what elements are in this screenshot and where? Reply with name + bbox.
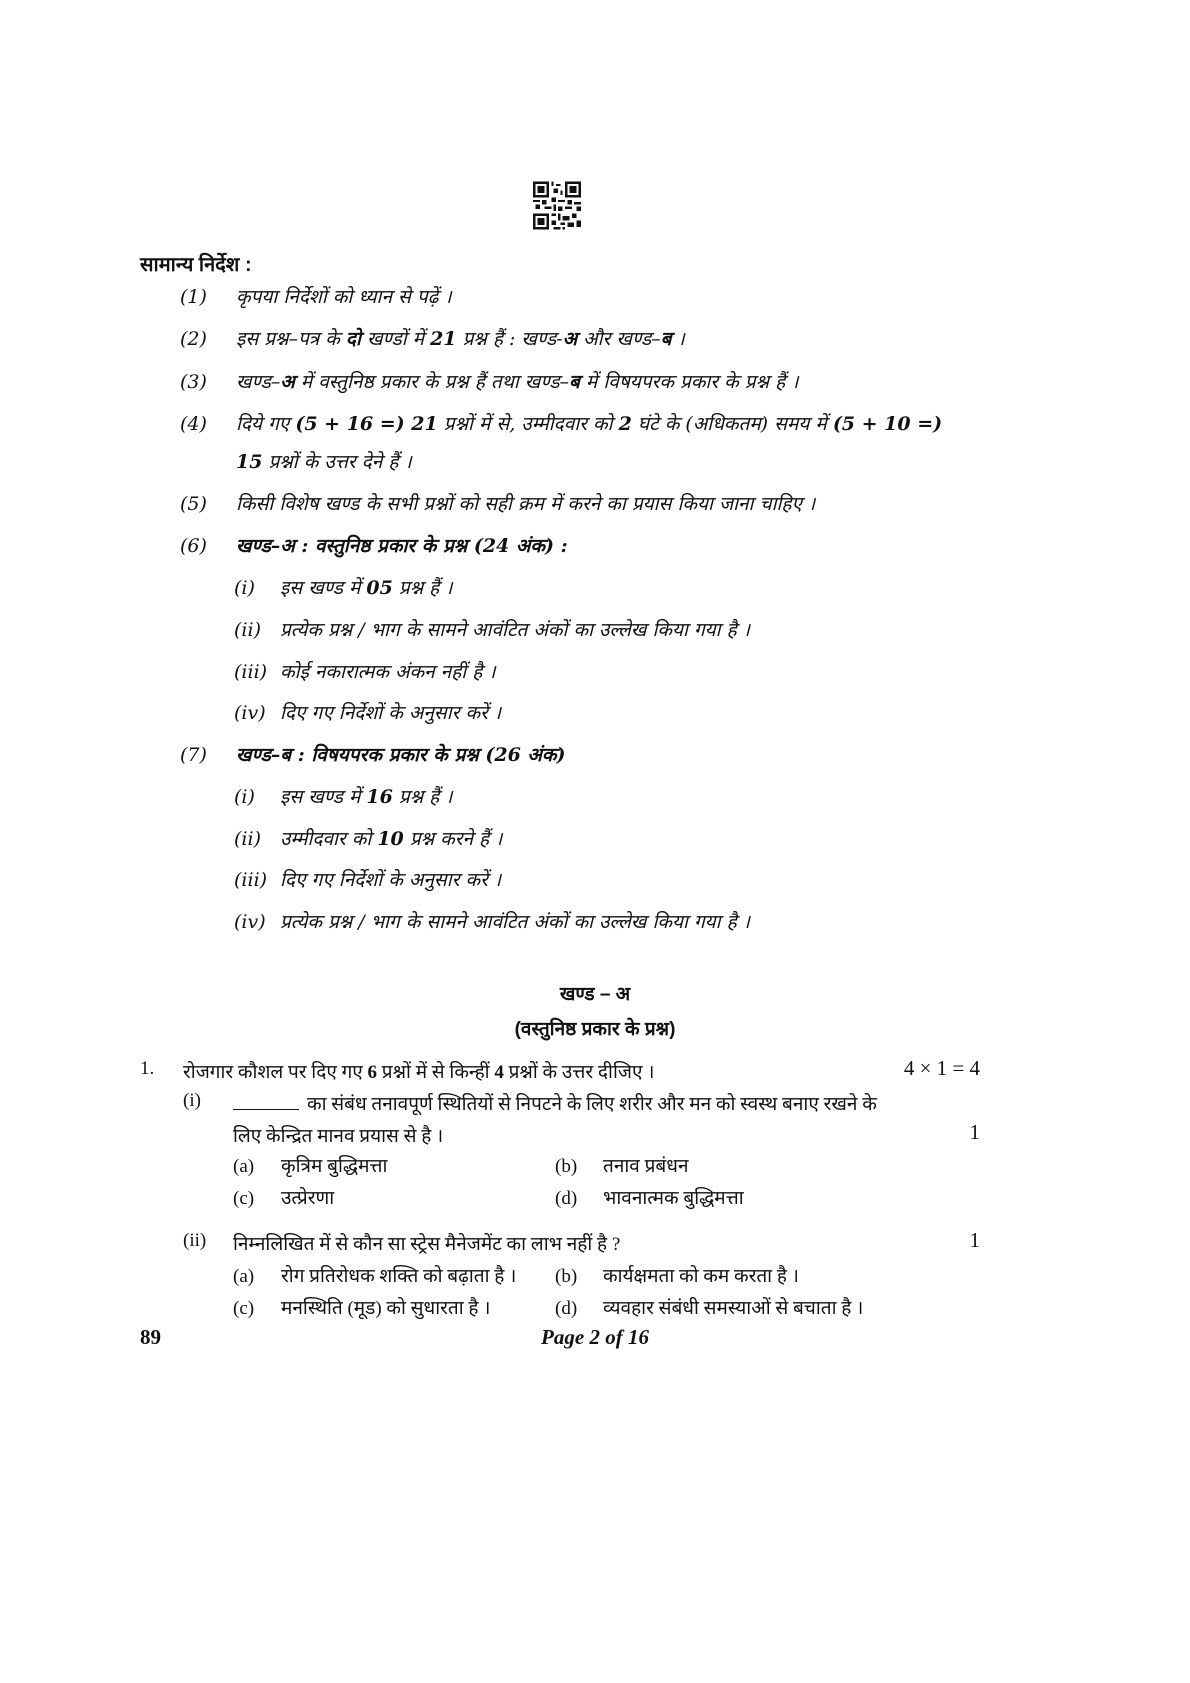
sub-text: उम्मीदवार को 10 प्रश्न करने हैं ।: [280, 828, 503, 850]
q1-ii-option-d[interactable]: [555, 1294, 863, 1320]
q1-text-part: रोजगार कौशल पर दिए गए: [183, 1062, 368, 1083]
sub-number: (iii): [234, 869, 268, 891]
q1-i-option-a[interactable]: [233, 1152, 387, 1178]
q1-i-text-line1: [233, 1090, 877, 1116]
sub-text: कोई नकारात्मक अंकन नहीं है ।: [280, 661, 496, 683]
section-a-title: खण्ड – अ: [559, 984, 631, 1005]
q1-count-6: 6: [367, 1062, 378, 1083]
q1-text-part: प्रश्नों में से किन्हीं: [377, 1062, 495, 1083]
question-1-text: [183, 1058, 654, 1084]
instruction-text: खण्ड–अ में वस्तुनिष्ठ प्रकार के प्रश्न हैं तथा खण्ड–ब में विषयपरक प्रकार के प्रश्न हैं ।: [236, 371, 799, 393]
option-label: (c): [233, 1188, 255, 1209]
option-text: भावनात्मक बुद्धिमत्ता: [603, 1188, 744, 1209]
q1-ii-marks: 1: [969, 1228, 980, 1252]
instruction-5: [180, 490, 815, 516]
option-label: (b): [555, 1156, 578, 1177]
option-label: (d): [555, 1188, 578, 1209]
q1-i-number: (i): [183, 1090, 201, 1111]
sub-number: (iii): [234, 661, 268, 683]
instruction-6-i: [234, 574, 453, 600]
instruction-6-iii: [234, 658, 496, 684]
option-label: (a): [233, 1266, 255, 1287]
q1-ii-number: (ii): [183, 1230, 207, 1251]
instruction-text: कृपया निर्देशों को ध्यान से पढ़ें ।: [236, 286, 452, 308]
instruction-4: [180, 410, 942, 436]
option-text: तनाव प्रबंधन: [603, 1156, 689, 1177]
question-1-marks: 4 × 1 = 4: [903, 1056, 980, 1080]
general-instructions-heading: सामान्य निर्देश :: [140, 254, 252, 276]
sub-number: (i): [234, 786, 255, 808]
option-text: कृत्रिम बुद्धिमत्ता: [281, 1156, 388, 1177]
sub-text: दिए गए निर्देशों के अनुसार करें ।: [280, 869, 502, 891]
option-label: (d): [555, 1298, 578, 1319]
option-label: (b): [555, 1266, 578, 1287]
instruction-7-iii: [234, 866, 501, 892]
instruction-number: (7): [180, 744, 207, 766]
page-number: Page 2 of 16: [541, 1325, 649, 1349]
instruction-number: (4): [180, 413, 207, 435]
option-label: (a): [233, 1156, 255, 1177]
question-1-number: 1.: [140, 1058, 155, 1079]
sub-text: दिए गए निर्देशों के अनुसार करें ।: [280, 702, 502, 724]
q1-ii-text: निम्नलिखित में से कौन सा स्ट्रेस मैनेजमेंट का लाभ नहीं है ?: [233, 1234, 621, 1255]
option-text: व्यवहार संबंधी समस्याओं से बचाता है ।: [603, 1298, 864, 1319]
q1-i-option-b[interactable]: [555, 1152, 689, 1178]
instruction-7-section-b: [180, 741, 566, 767]
option-text: कार्यक्षमता को कम करता है ।: [603, 1266, 799, 1287]
option-text: मनस्थिति (मूड) को सुधारता है ।: [281, 1298, 491, 1319]
q1-i-option-d[interactable]: [555, 1184, 744, 1210]
instruction-6-iv: [234, 699, 501, 725]
q1-i-marks: 1: [969, 1120, 980, 1144]
option-label: (c): [233, 1298, 255, 1319]
q1-ii-option-a[interactable]: [233, 1262, 516, 1288]
sub-number: (iv): [234, 702, 266, 724]
sub-number: (ii): [234, 619, 261, 641]
q1-text-part: प्रश्नों के उत्तर दीजिए ।: [503, 1062, 655, 1083]
instruction-text: दिये गए (5 + 16 =) 21 प्रश्नों में से, उम्मीदवार को 2 घंटे के (अधिकतम) समय में (5 + 10 =): [236, 413, 943, 435]
sub-number: (ii): [234, 828, 261, 850]
instruction-4-continued: 15 प्रश्नों के उत्तर देने हैं ।: [236, 451, 412, 473]
section-a-subtitle: (वस्तुनिष्ठ प्रकार के प्रश्न): [514, 1019, 676, 1040]
sub-number: (i): [234, 577, 255, 599]
instruction-6-section-a: [180, 532, 568, 558]
sub-text: इस खण्ड में 05 प्रश्न हैं ।: [280, 577, 453, 599]
q1-ii-option-c[interactable]: [233, 1294, 490, 1320]
qr-code-icon: [533, 181, 581, 230]
instruction-text: खण्ड–अ : वस्तुनिष्ठ प्रकार के प्रश्न (24 अंक) :: [236, 535, 568, 557]
option-text: रोग प्रतिरोधक शक्ति को बढ़ाता है ।: [281, 1266, 517, 1287]
sub-number: (iv): [234, 911, 266, 933]
instruction-6-ii: [234, 616, 750, 642]
q1-i-text-line2: लिए केन्द्रित मानव प्रयास से है ।: [233, 1126, 444, 1147]
paper-code: 89: [140, 1325, 161, 1349]
q1-ii-option-b[interactable]: [555, 1262, 799, 1288]
instruction-7-i: [234, 783, 453, 809]
instruction-text: खण्ड–ब : विषयपरक प्रकार के प्रश्न (26 अंक): [236, 744, 566, 766]
instruction-number: (3): [180, 371, 207, 393]
instruction-1: [180, 283, 452, 309]
instruction-number: (2): [180, 328, 207, 350]
instruction-text: किसी विशेष खण्ड के सभी प्रश्नों को सही क्रम में करने का प्रयास किया जाना चाहिए ।: [236, 493, 816, 515]
sub-text: प्रत्येक प्रश्न / भाग के सामने आवंटित अंकों का उल्लेख किया गया है ।: [280, 911, 750, 933]
sub-text: प्रत्येक प्रश्न / भाग के सामने आवंटित अंकों का उल्लेख किया गया है ।: [280, 619, 750, 641]
q1-i-option-c[interactable]: [233, 1184, 334, 1210]
instruction-number: (5): [180, 493, 207, 515]
instruction-text: इस प्रश्न–पत्र के दो खण्डों में 21 प्रश्न हैं : खण्ड-अ और खण्ड–ब ।: [236, 328, 685, 350]
instruction-7-ii: [234, 825, 502, 851]
q1-i-text: का संबंध तनावपूर्ण स्थितियों से निपटने के लिए शरीर और मन को स्वस्थ बनाए रखने के: [307, 1094, 877, 1115]
instruction-2: [180, 325, 685, 351]
instruction-number: (6): [180, 535, 207, 557]
instruction-number: (1): [180, 286, 207, 308]
q1-count-4: 4: [494, 1062, 504, 1083]
fill-in-blank: [233, 1109, 299, 1110]
sub-text: इस खण्ड में 16 प्रश्न हैं ।: [280, 786, 453, 808]
instruction-7-iv: [234, 908, 750, 934]
instruction-3: [180, 368, 798, 394]
option-text: उत्प्रेरणा: [281, 1188, 335, 1209]
